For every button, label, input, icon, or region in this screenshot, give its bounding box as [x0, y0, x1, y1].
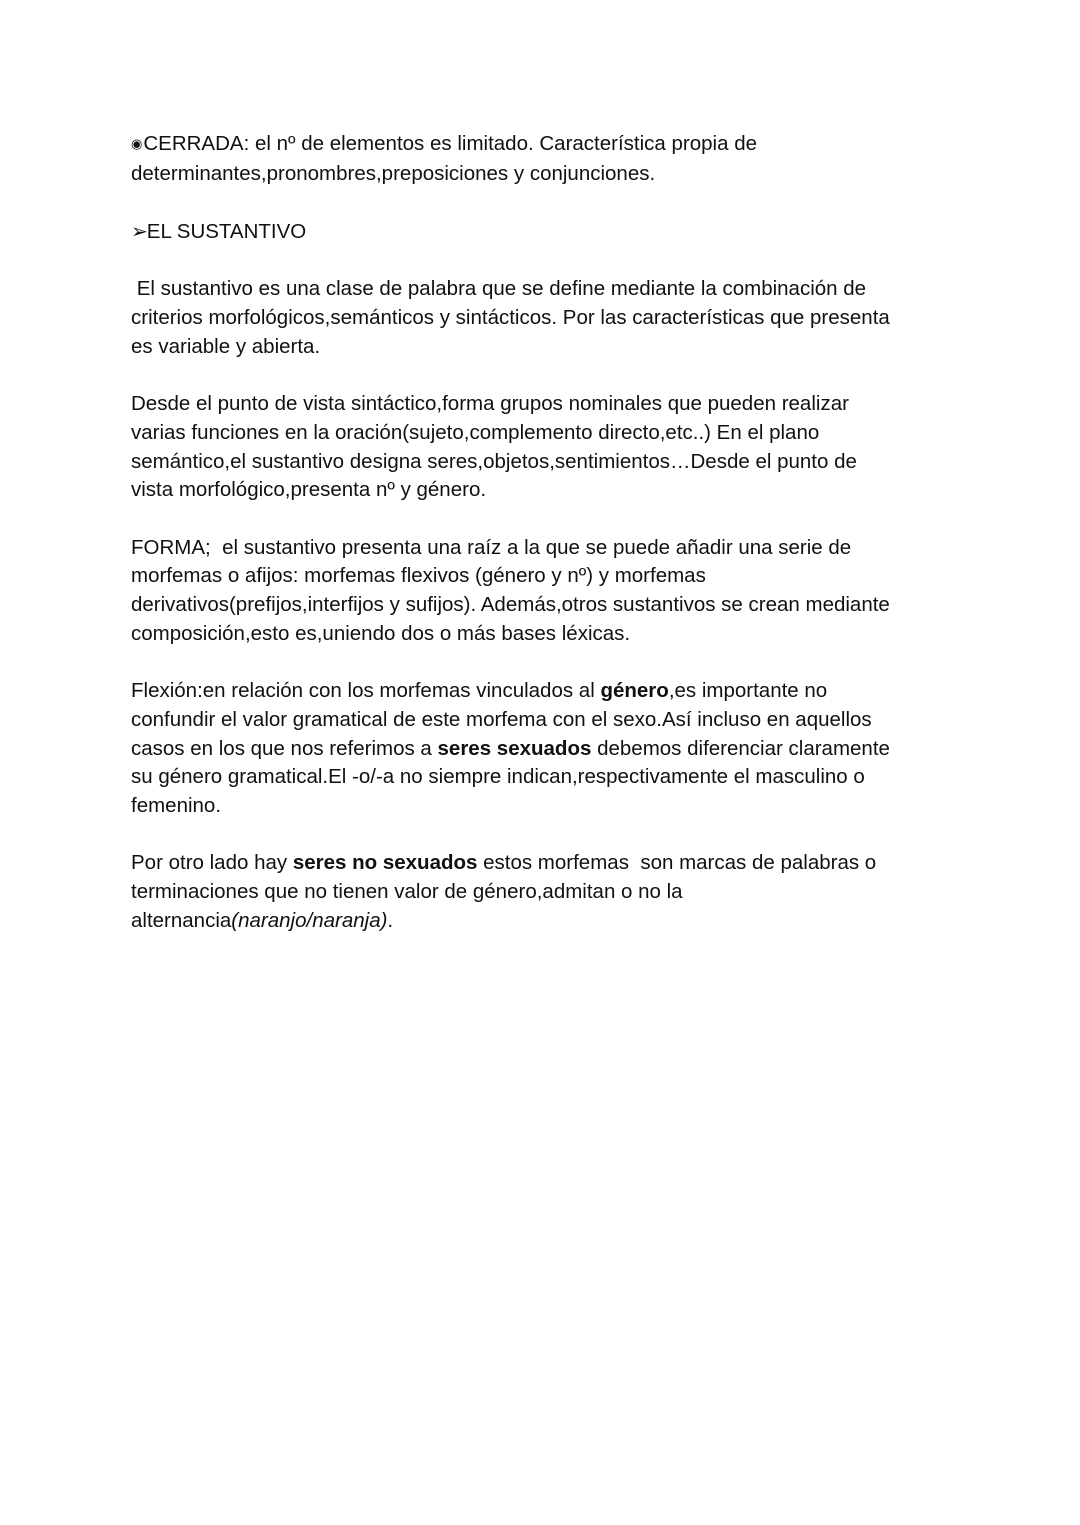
definition-line-3: es variable y abierta. — [131, 334, 321, 358]
arrow-bullet-icon: ➢ — [131, 219, 147, 244]
syntax-line-4: vista morfológico,presenta nº y género. — [131, 478, 487, 502]
flexion-bold-genero: género — [600, 679, 669, 703]
non-sexed-italic-example: (naranjo/naranja) — [231, 908, 388, 932]
form-line-2: morfemas o afijos: morfemas flexivos (género y nº) y morfemas — [131, 564, 706, 588]
closed-class-line-1 — [131, 130, 951, 160]
closed-class-line-2: determinantes,pronombres,preposiciones y conjunciones. — [131, 161, 656, 185]
section-heading — [131, 217, 951, 247]
closed-class-paragraph — [131, 130, 951, 188]
definition-line-2: criterios morfológicos,semánticos y sintácticos. Por las características que presenta — [131, 306, 890, 330]
syntax-line-2: varias funciones en la oración(sujeto,complemento directo,etc..) En el plano — [131, 420, 820, 444]
flexion-text-3b: debemos diferenciar claramente — [591, 736, 890, 760]
syntax-line-1: Desde el punto de vista sintáctico,forma grupos nominales que pueden realizar — [131, 392, 849, 416]
non-sexed-text-1b: estos morfemas son marcas de palabras o — [477, 851, 877, 875]
non-sexed-paragraph — [131, 849, 951, 935]
flexion-line-5: femenino. — [131, 794, 222, 818]
closed-class-text-1: CERRADA: el nº de elementos es limitado. Característica propia de — [143, 132, 757, 155]
form-paragraph — [131, 534, 951, 649]
form-line-3: derivativos(prefijos,interfijos y sufijos). Además,otros sustantivos se crean mediante — [131, 593, 890, 617]
flexion-line-2: confundir el valor gramatical de este morfema con el sexo.Así incluso en aquellos — [131, 707, 872, 731]
flexion-text-1a: Flexión:en relación con los morfemas vinculados al — [131, 679, 601, 703]
form-line-1: FORMA; el sustantivo presenta una raíz a la que se puede añadir una serie de — [131, 535, 852, 559]
form-line-4: composición,esto es,uniendo dos o más bases léxicas. — [131, 621, 631, 645]
non-sexed-line-1 — [131, 849, 951, 878]
flexion-text-3a: casos en los que nos referimos a — [131, 736, 438, 760]
non-sexed-text-3a: alternancia — [131, 908, 232, 932]
flexion-paragraph — [131, 677, 951, 821]
non-sexed-text-1a: Por otro lado hay — [131, 851, 293, 875]
definition-paragraph — [131, 275, 951, 361]
non-sexed-bold-seres-no-sexuados: seres no sexuados — [292, 851, 478, 875]
flexion-line-1 — [131, 677, 951, 706]
flexion-line-4: su género gramatical.El -o/-a no siempre indican,respectivamente el masculino o — [131, 765, 865, 789]
section-heading-text: EL SUSTANTIVO — [146, 220, 307, 244]
syntax-line-3: semántico,el sustantivo designa seres,objetos,sentimientos…Desde el punto de — [131, 449, 857, 473]
radio-bullet-icon: ◉ — [131, 137, 143, 152]
flexion-text-1b: ,es importante no — [668, 679, 828, 703]
non-sexed-line-3 — [131, 907, 951, 936]
section-heading-line — [131, 217, 951, 247]
flexion-bold-seres-sexuados: seres sexuados — [437, 736, 592, 760]
non-sexed-line-2: terminaciones que no tienen valor de género,admitan o no la — [131, 880, 683, 904]
document-page — [131, 130, 951, 964]
definition-line-1: El sustantivo es una clase de palabra que se define mediante la combinación de — [131, 277, 867, 301]
non-sexed-text-3b: . — [387, 908, 394, 932]
flexion-line-3 — [131, 735, 951, 764]
syntax-paragraph — [131, 390, 951, 505]
